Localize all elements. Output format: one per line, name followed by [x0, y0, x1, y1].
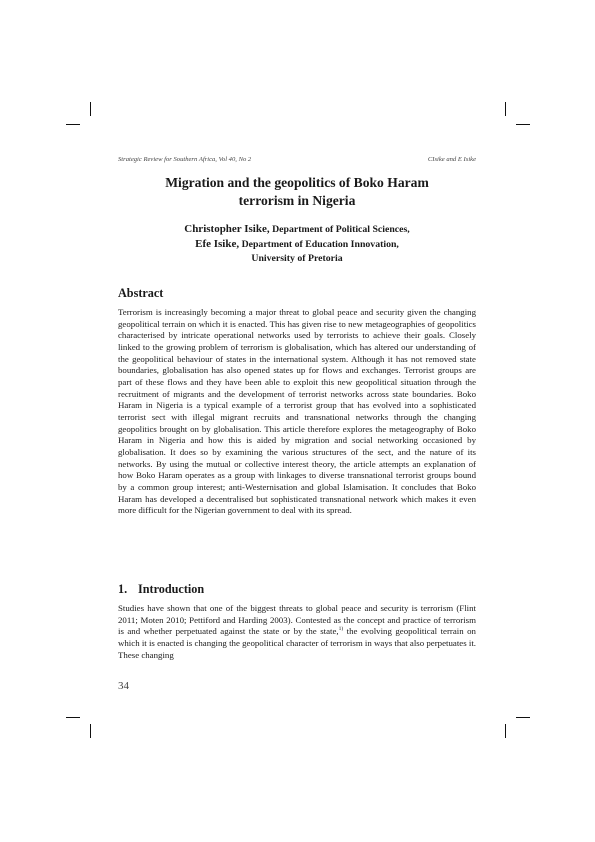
author-2-name: Efe Isike, — [195, 238, 240, 250]
author-line-2 — [118, 237, 476, 252]
introduction-heading — [118, 582, 204, 597]
intro-text-part-1: Studies have shown that one of the biggest threats to global peace and security is terrorism (Flint 2011; Moten 2010; Pettiford and Harding 2003). Contested as the concept and practice of terrorism is and whether perpetuated against the state or by the state, — [118, 603, 476, 637]
crop-mark — [66, 717, 80, 718]
section-title: Introduction — [138, 582, 205, 596]
abstract-body: Terrorism is increasingly becoming a major threat to global peace and security given the changing geopolitical terrain on which it is enacted. This has given rise to new metageographies of geopolitics characterised by intricate operational networks used by terrorists to achieve their goals. Closely linked to the growing problem of terrorism is globalisation, which has altered our understanding of the geopolitical behaviour of states in the international system. Although it has not removed state boundaries, globalisation has also opened states up for flows and exchanges. Terrorist groups are part of these flows and they have been able to exploit this new geopolitical situation through the recruitment of migrants and the development of terrorist networks across state boundaries. Boko Haram in Nigeria is a typical example of a terrorist group that has evolved into a sophisticated terrorist sect with illegal migrant recruits and transnational networks through the changing geopolitics brought on by globalisation. This article therefore explores the metageography of Boko Haram in Nigeria and how this is aided by migration and social networking occasioned by globalisation. It does so by examining the various structures of the sect, and the nature of its networks. By using the mutual or collective interest theory, the article attempts an explanation of how Boko Haram operates as a group with linkages to diverse transnational terrorist groups bound by a common group interest; anti-Westernisation and global Islamisation. It concludes that Boko Haram has developed a decentralised but sophisticated transnational network which makes it even more difficult for the Nigerian government to deal with its spread. — [118, 307, 476, 516]
author-block — [118, 222, 476, 266]
running-head — [118, 156, 476, 168]
author-2-affiliation: Department of Education Innovation, — [241, 239, 399, 250]
article-title — [118, 174, 476, 210]
crop-mark — [66, 124, 80, 125]
introduction-body — [118, 603, 476, 661]
title-line-2: terrorism in Nigeria — [238, 193, 356, 208]
title-line-1: Migration and the geopolitics of Boko Haram — [165, 175, 429, 190]
author-1-name: Christopher Isike, — [184, 223, 270, 235]
intro-text-part-2: the evolving geopolitical terrain on which it is enacted is changing the geopolitical character of terrorism in ways that also perpetuates it. These changing — [118, 626, 476, 660]
journal-citation: Strategic Review for Southern Africa, Vol 40, No 2 — [118, 156, 252, 163]
crop-mark — [516, 124, 530, 125]
footnote-marker[interactable]: 1) — [338, 626, 344, 633]
author-1-affiliation: Department of Political Sciences, — [272, 224, 410, 235]
running-author-names: CIsike and E Isike — [427, 156, 476, 163]
section-number: 1. — [118, 582, 128, 596]
crop-mark — [505, 102, 506, 116]
institution: University of Pretoria — [251, 253, 343, 264]
crop-mark — [90, 724, 91, 738]
crop-mark — [90, 102, 91, 116]
abstract-heading: Abstract — [118, 286, 164, 300]
page-number: 34 — [118, 680, 129, 692]
author-line-1 — [118, 222, 476, 237]
crop-mark — [516, 717, 530, 718]
crop-mark — [505, 724, 506, 738]
